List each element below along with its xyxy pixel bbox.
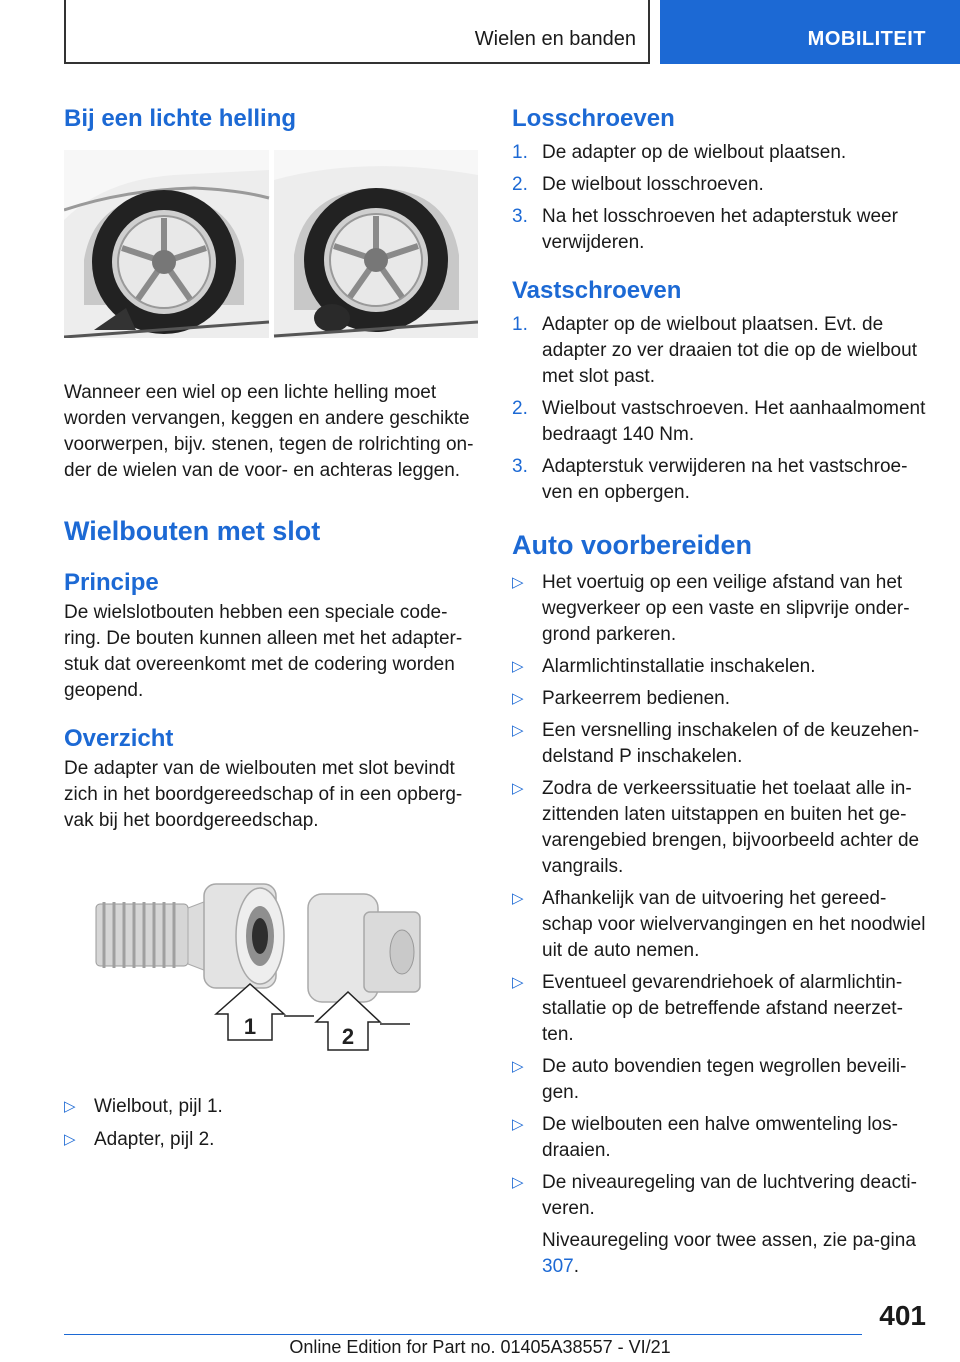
list-item: ▷ Zodra de verkeerssituatie het toelaat alle in-zittenden laten uitstappen en buiten het ge-varengebied brengen, bijvoorbeeld achter de vangrails. [512, 778, 920, 877]
list-item: 2. De wielbout losschroeven. [512, 174, 764, 195]
header-left-rule [64, 0, 66, 64]
principle-heading: Principe [64, 569, 159, 596]
list-item: ▷ Eventueel gevarendriehoek of alarmlichtin-stallatie op de betreffende afstand neerzet-ten. [512, 972, 903, 1045]
principle-text: De wielslotbouten hebben een speciale code-ring. De bouten kunnen alleen met het adapter-stuk dat overeenkomt met de codering worden geopend. [64, 602, 463, 701]
leveling-note: Niveauregeling voor twee assen, zie pa-gina 307. [542, 1230, 916, 1277]
page-number: 401 [879, 1300, 926, 1331]
list-item: 1. Adapter op de wielbout plaatsen. Evt. de adapter zo ver draaien tot die op de wielbout met slot past. [512, 314, 917, 387]
illustration-legend [64, 1094, 478, 1153]
header-bottom-rule [64, 62, 650, 64]
list-item: ▷ Afhankelijk van de uitvoering het gereed-schap voor wielvervangingen en het noodwiel uit de auto nemen. [512, 888, 926, 961]
loosen-steps [512, 140, 926, 256]
slope-heading: Bij een lichte helling [64, 105, 297, 132]
footer-edition: Online Edition for Part no. 01405A38557 - VI/21 [289, 1337, 671, 1357]
triangle-bullet-icon: ▷ [512, 1174, 524, 1191]
page-307-link[interactable]: 307 [542, 1256, 574, 1277]
header-section-title: Wielen en banden [474, 28, 636, 50]
list-item: 1. De adapter op de wielbout plaatsen. [512, 142, 847, 163]
triangle-bullet-icon: ▷ [64, 1098, 76, 1115]
triangle-bullet-icon: ▷ [512, 722, 524, 739]
list-item: ▷ Een versnelling inschakelen of de keuzehen-delstand P inschakelen. [512, 720, 920, 767]
wheel-chock-illustration [64, 150, 478, 350]
tighten-steps [512, 312, 926, 506]
list-item: ▷ Wielbout, pijl 1. [64, 1094, 478, 1120]
list-item: ▷ De wielbouten een halve omwenteling los-draaien. [512, 1114, 898, 1161]
arrow-1-label: 1 [243, 1014, 257, 1039]
list-item: 3. Na het losschroeven het adapterstuk weer verwijderen. [512, 206, 898, 253]
overview-text: De adapter van de wielbouten met slot bevindt zich in het boordgereedschap of in een opberg-vak bij het boordgereedschap. [64, 758, 463, 831]
loosen-heading: Losschroeven [512, 105, 675, 132]
triangle-bullet-icon: ▷ [64, 1131, 76, 1148]
list-item: ▷ De niveauregeling van de luchtvering deacti-veren. [512, 1172, 917, 1219]
lock-bolt-adapter-illustration [64, 864, 478, 1064]
prepare-car-heading: Auto voorbereiden [512, 530, 753, 560]
tighten-heading: Vastschroeven [512, 277, 682, 304]
slope-text: Wanneer een wiel op een lichte helling moet worden vervangen, keggen en andere geschikte voorwerpen, bijv. stenen, tegen de rolrichting on-der de wielen van de voor- en achteras leggen. [64, 382, 474, 481]
list-item: ▷ Adapter, pijl 2. [64, 1127, 478, 1153]
header-chapter-label: MOBILITEIT [807, 28, 926, 50]
triangle-bullet-icon: ▷ [512, 1058, 524, 1075]
list-item: 3. Adapterstuk verwijderen na het vastschroe-ven en opbergen. [512, 456, 908, 503]
list-item: ▷ Parkeerrem bedienen. [512, 686, 926, 712]
list-item: ▷ Alarmlichtinstallatie inschakelen. [512, 654, 926, 680]
overview-heading: Overzicht [64, 725, 174, 752]
triangle-bullet-icon: ▷ [512, 658, 524, 675]
triangle-bullet-icon: ▷ [512, 1116, 524, 1133]
triangle-bullet-icon: ▷ [512, 974, 524, 991]
header-divider [648, 0, 650, 64]
prepare-car-list [512, 570, 926, 1222]
lock-bolts-heading: Wielbouten met slot [64, 516, 321, 546]
header-chapter-tab [660, 0, 960, 64]
left-column [64, 96, 478, 1153]
list-item: ▷ Het voertuig op een veilige afstand van het wegverkeer op een vaste en slipvrije onder-grond parkeren. [512, 572, 910, 645]
triangle-bullet-icon: ▷ [512, 574, 524, 591]
triangle-bullet-icon: ▷ [512, 890, 524, 907]
right-column [512, 96, 926, 1280]
triangle-bullet-icon: ▷ [512, 780, 524, 797]
list-item: 2. Wielbout vastschroeven. Het aanhaalmoment bedraagt 140 Nm. [512, 398, 926, 445]
footer-rule [64, 1334, 862, 1335]
list-item: ▷ De auto bovendien tegen wegrollen beveili-gen. [512, 1056, 907, 1103]
arrow-2-label: 2 [341, 1024, 355, 1049]
triangle-bullet-icon: ▷ [512, 690, 524, 707]
